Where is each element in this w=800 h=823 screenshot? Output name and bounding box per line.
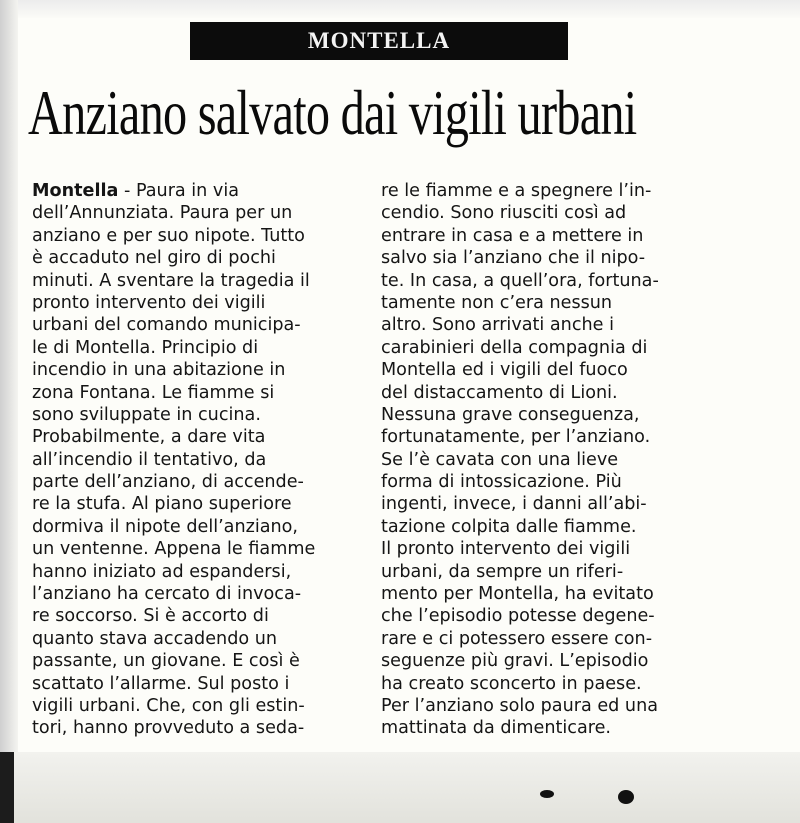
article-line: mattinata da dimenticare. (381, 718, 612, 739)
article-line: entrare in casa e a mettere in (381, 225, 644, 246)
article-line: passante, un giovane. E così è (32, 651, 300, 672)
article-line: altro. Sono arrivati anche i (381, 315, 614, 336)
article-line: hanno iniziato ad espandersi, (32, 561, 292, 582)
article-line: tamente non c’era nessun (381, 292, 613, 313)
article-line: rare e ci potessero essere con- (381, 628, 653, 649)
article-line: dell’Annunziata. Paura per un (32, 203, 293, 224)
article-line: zona Fontana. Le fiamme si (32, 382, 275, 403)
article-line: tazione colpita dalle fiamme. (381, 516, 637, 537)
article-line: l’anziano ha cercato di invoca- (32, 584, 302, 605)
article-line: è accaduto nel giro di pochi (32, 248, 276, 269)
scan-corner-shadow (0, 752, 14, 823)
article-line: pronto intervento dei vigili (32, 292, 266, 313)
article-line: mento per Montella, ha evitato (381, 584, 654, 605)
article-line: Se l’è cavata con una lieve (381, 449, 619, 470)
article-column-right (381, 180, 713, 740)
article-line: quanto stava accadendo un (32, 628, 278, 649)
article-line: minuti. A sventare la tragedia il (32, 270, 310, 291)
article-line: forma di intossicazione. Più (381, 472, 622, 493)
article-line: seguenze più gravi. L’episodio (381, 651, 649, 672)
article-line: salvo sia l’anziano che il nipo- (381, 248, 646, 269)
article-column-left (32, 180, 356, 740)
article-line: sono sviluppate in cucina. (32, 404, 261, 425)
section-label (190, 22, 568, 60)
article-line: Probabilmente, a dare vita (32, 427, 266, 448)
article-line: parte dell’anziano, di accende- (32, 472, 304, 493)
article-line (32, 180, 356, 202)
headline: Anziano salvato dai vigili urbani (28, 77, 637, 148)
section-label-text: MONTELLA (307, 28, 451, 53)
article-line: ha creato sconcerto in paese. (381, 673, 642, 694)
ink-speck (618, 790, 634, 804)
article-line: cendio. Sono riusciti così ad (381, 203, 627, 224)
article-line: re le fiamme e a spegnere l’in- (381, 181, 652, 201)
article-line: scattato l’allarme. Sul posto i (32, 673, 290, 694)
article-line: ingenti, invece, i danni all’abi- (381, 494, 647, 515)
article-line: re soccorso. Si è accorto di (32, 606, 269, 627)
article-line: all’incendio il tentativo, da (32, 449, 267, 470)
article-line: dormiva il nipote dell’anziano, (32, 516, 299, 537)
scan-left-shadow (0, 0, 18, 823)
article-line: incendio in una abitazione in (32, 360, 286, 381)
article-line: urbani, da sempre un riferi- (381, 561, 624, 582)
article-line-text: - Paura in via (118, 181, 240, 201)
paper-bottom-fold (0, 752, 800, 823)
article-line: che l’episodio potesse degene- (381, 606, 655, 627)
article-line: del distaccamento di Lioni. (381, 382, 618, 403)
article-line: re la stufa. Al piano superiore (32, 494, 292, 515)
article-line: le di Montella. Principio di (32, 337, 259, 358)
article-line: fortunatamente, per l’anziano. (381, 427, 651, 448)
article-line: anziano e per suo nipote. Tutto (32, 225, 305, 246)
article-line: Per l’anziano solo paura ed una (381, 695, 659, 716)
article-line: Nessuna grave conseguenza, (381, 404, 640, 425)
article-line: urbani del comando municipa- (32, 315, 301, 336)
article-line: te. In casa, a quell’ora, fortuna- (381, 270, 659, 291)
article-line: carabinieri della compagnia di (381, 337, 648, 358)
article-line: vigili urbani. Che, con gli estin- (32, 695, 305, 716)
article-line: Montella ed i vigili del fuoco (381, 360, 628, 381)
ink-speck (540, 790, 554, 798)
article-line: Il pronto intervento dei vigili (381, 539, 631, 560)
dateline: Montella (32, 181, 119, 201)
article-line: un ventenne. Appena le fiamme (32, 539, 316, 560)
paper-top-edge (0, 0, 800, 18)
article-line: tori, hanno provveduto a seda- (32, 718, 305, 739)
